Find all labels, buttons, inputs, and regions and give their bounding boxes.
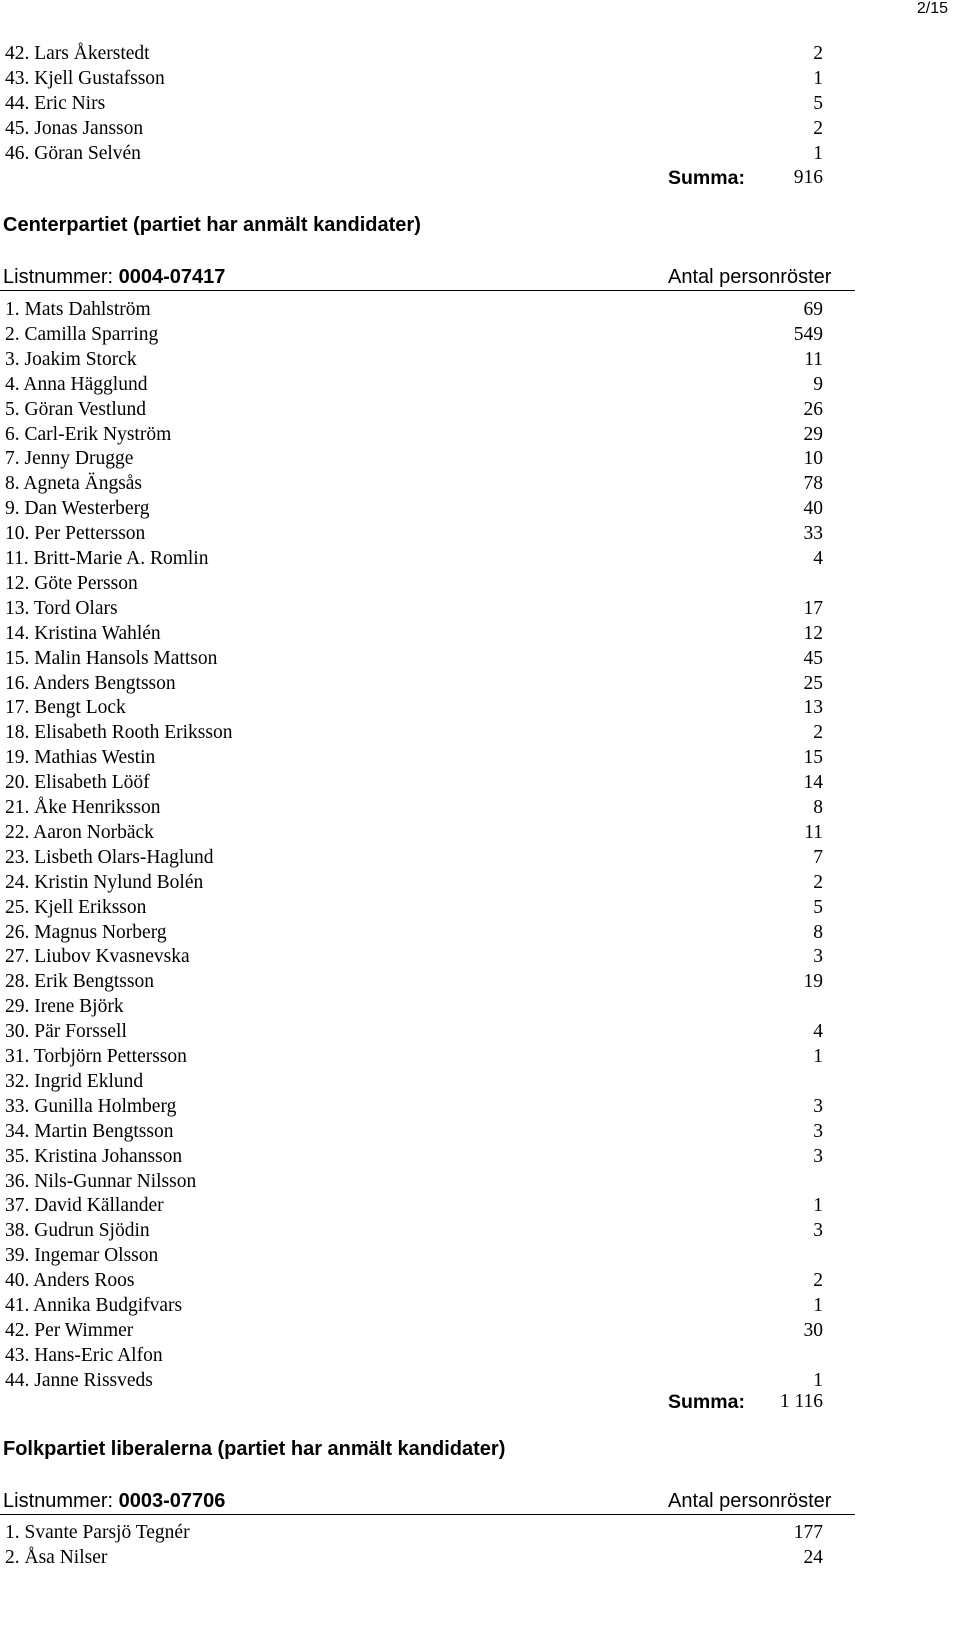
list-item — [0, 1218, 960, 1244]
candidate-name: 24. Kristin Nylund Bolén — [5, 871, 204, 893]
candidate-votes: 14 — [803, 772, 823, 794]
column-header-votes: Antal personröster — [668, 1490, 832, 1512]
list-item — [0, 1545, 960, 1571]
candidate-votes: 45 — [803, 647, 823, 669]
candidate-name: 1. Mats Dahlström — [5, 299, 151, 320]
candidate-name: 40. Anders Roos — [5, 1270, 135, 1292]
candidate-name: 15. Malin Hansols Mattson — [5, 647, 218, 669]
candidate-votes: 2 — [813, 722, 823, 744]
candidate-name: 33. Gunilla Holmberg — [5, 1095, 177, 1117]
list-item — [0, 1318, 960, 1344]
party-heading-folkpartiet: Folkpartiet liberalerna (partiet har anmält kandidater) — [3, 1438, 506, 1460]
list-item — [0, 446, 960, 472]
list-item — [0, 994, 960, 1020]
candidate-name: 25. Kjell Eriksson — [5, 896, 147, 918]
list-item — [0, 1119, 960, 1145]
candidate-votes: 3 — [813, 1120, 823, 1142]
candidate-name: 8. Agneta Ängsås — [5, 473, 143, 495]
list-item — [0, 347, 960, 373]
candidate-votes: 69 — [803, 299, 823, 320]
list-item — [0, 141, 960, 167]
candidate-votes: 11 — [804, 348, 823, 370]
candidate-votes: 8 — [813, 797, 823, 818]
candidate-votes: 26 — [803, 398, 823, 420]
list-item — [0, 372, 960, 398]
candidate-votes: 12 — [803, 622, 823, 644]
candidate-name: 6. Carl-Erik Nyström — [5, 423, 172, 445]
candidate-votes: 3 — [813, 1095, 823, 1117]
list-item — [0, 1069, 960, 1095]
list-item — [0, 920, 960, 946]
candidate-votes: 29 — [803, 423, 823, 445]
candidate-name: 12. Göte Persson — [5, 572, 138, 594]
list-item — [0, 820, 960, 846]
list-item — [0, 1293, 960, 1319]
candidate-name: 46. Göran Selvén — [5, 142, 141, 164]
candidate-name: 10. Per Pettersson — [5, 523, 146, 545]
list-item — [0, 770, 960, 796]
candidate-votes: 2 — [813, 117, 823, 139]
list-item — [0, 1243, 960, 1269]
list-item — [0, 621, 960, 647]
candidate-votes: 549 — [793, 323, 823, 345]
candidate-votes: 10 — [803, 448, 823, 470]
candidate-votes: 1 — [813, 1295, 823, 1316]
candidate-name: 2. Camilla Sparring — [5, 323, 159, 345]
candidate-votes: 2 — [813, 871, 823, 893]
candidate-name: 16. Anders Bengtsson — [5, 672, 176, 694]
candidate-name: 5. Göran Vestlund — [5, 398, 147, 420]
candidate-name: 4. Anna Hägglund — [5, 373, 148, 395]
candidate-name: 1. Svante Parsjö Tegnér — [5, 1522, 190, 1543]
list-item — [0, 1520, 960, 1546]
list-item — [0, 1268, 960, 1294]
list-item — [0, 571, 960, 597]
candidate-name: 7. Jenny Drugge — [5, 448, 134, 470]
candidate-name: 34. Martin Bengtsson — [5, 1120, 174, 1142]
candidate-votes: 2 — [813, 1270, 823, 1292]
candidate-votes: 4 — [813, 548, 823, 569]
candidate-name: 39. Ingemar Olsson — [5, 1245, 159, 1267]
list-item — [0, 1144, 960, 1170]
candidate-name: 32. Ingrid Eklund — [5, 1070, 144, 1092]
list-item — [0, 1019, 960, 1045]
list-item — [0, 322, 960, 348]
list-item — [0, 1193, 960, 1219]
candidate-votes: 3 — [813, 946, 823, 968]
list-number-label: Listnummer: 0003-07706 — [3, 1490, 226, 1512]
candidate-name: 20. Elisabeth Lööf — [5, 772, 150, 794]
summa-label: Summa: — [668, 1391, 745, 1413]
candidate-votes: 33 — [803, 523, 823, 545]
candidate-name: 42. Lars Åkerstedt — [5, 43, 150, 64]
candidate-name: 14. Kristina Wahlén — [5, 622, 161, 644]
candidate-name: 30. Pär Forssell — [5, 1021, 127, 1043]
summa-value: 916 — [793, 167, 823, 188]
list-item — [0, 397, 960, 423]
list-item — [0, 895, 960, 921]
candidate-name: 26. Magnus Norberg — [5, 921, 167, 943]
candidate-votes: 1 — [813, 142, 823, 164]
list-item — [0, 646, 960, 672]
summa-value: 1 116 — [779, 1391, 823, 1412]
list-item — [0, 969, 960, 995]
list-item — [0, 944, 960, 970]
list-item — [0, 521, 960, 547]
candidate-votes: 177 — [793, 1522, 823, 1543]
list-number: 0004-07417 — [118, 266, 226, 288]
list-item — [0, 745, 960, 771]
candidate-votes: 7 — [813, 846, 823, 868]
list-item — [0, 720, 960, 746]
candidate-votes: 9 — [813, 373, 823, 395]
candidate-votes: 5 — [813, 92, 823, 114]
candidate-votes: 1 — [813, 1195, 823, 1217]
list-item — [0, 471, 960, 497]
list-header-folkpartiet — [0, 1488, 855, 1515]
block1-summa — [0, 165, 960, 191]
column-header-votes: Antal personröster — [668, 266, 832, 288]
candidate-name: 41. Annika Budgifvars — [5, 1295, 183, 1316]
candidate-votes: 2 — [813, 43, 823, 64]
candidate-votes: 1 — [813, 67, 823, 89]
list-item — [0, 795, 960, 821]
candidate-name: 19. Mathias Westin — [5, 747, 156, 769]
candidate-name: 36. Nils-Gunnar Nilsson — [5, 1170, 197, 1192]
list-item — [0, 297, 960, 323]
list-item — [0, 116, 960, 142]
page-number: 2/15 — [916, 0, 948, 17]
candidate-name: 2. Åsa Nilser — [5, 1546, 108, 1568]
party-heading-centerpartiet: Centerpartiet (partiet har anmält kandidater) — [3, 214, 421, 236]
list-item — [0, 671, 960, 697]
candidate-name: 3. Joakim Storck — [5, 348, 137, 370]
candidate-name: 13. Tord Olars — [5, 597, 118, 619]
list-item — [0, 1044, 960, 1070]
list-header-centerpartiet — [0, 264, 855, 291]
candidate-votes: 3 — [813, 1220, 823, 1242]
candidate-votes: 40 — [803, 498, 823, 520]
list-item — [0, 695, 960, 721]
candidate-name: 11. Britt-Marie A. Romlin — [5, 548, 209, 569]
candidate-name: 42. Per Wimmer — [5, 1319, 134, 1341]
candidate-votes: 1 — [813, 1369, 823, 1391]
list-item — [0, 1094, 960, 1120]
candidate-name: 38. Gudrun Sjödin — [5, 1220, 150, 1242]
list-item — [0, 1343, 960, 1369]
candidate-name: 45. Jonas Jansson — [5, 117, 144, 139]
list-item — [0, 422, 960, 448]
candidate-name: 21. Åke Henriksson — [5, 797, 161, 818]
candidate-name: 22. Aaron Norbäck — [5, 821, 154, 843]
list-item — [0, 66, 960, 92]
candidate-name: 44. Janne Rissveds — [5, 1369, 153, 1391]
list-item — [0, 41, 960, 67]
candidate-name: 17. Bengt Lock — [5, 697, 126, 719]
summa-label: Summa: — [668, 167, 745, 189]
candidate-votes: 5 — [813, 896, 823, 918]
candidate-name: 31. Torbjörn Pettersson — [5, 1046, 187, 1067]
candidate-name: 43. Kjell Gustafsson — [5, 67, 165, 89]
candidate-name: 37. David Källander — [5, 1195, 164, 1217]
list-item — [0, 496, 960, 522]
list-item — [0, 1169, 960, 1195]
candidate-votes: 24 — [803, 1546, 823, 1568]
candidate-name: 28. Erik Bengtsson — [5, 971, 154, 993]
list-number-label: Listnummer: 0004-07417 — [3, 266, 226, 288]
candidate-votes: 25 — [803, 672, 823, 694]
candidate-name: 35. Kristina Johansson — [5, 1145, 183, 1167]
candidate-votes: 13 — [803, 697, 823, 719]
list-number: 0003-07706 — [118, 1490, 226, 1512]
list-item — [0, 546, 960, 572]
list-item — [0, 596, 960, 622]
candidate-votes: 8 — [813, 921, 823, 943]
candidate-votes: 17 — [803, 597, 823, 619]
centerpartiet-summa — [0, 1389, 960, 1415]
candidate-votes: 3 — [813, 1145, 823, 1167]
list-item — [0, 91, 960, 117]
candidate-name: 18. Elisabeth Rooth Eriksson — [5, 722, 233, 744]
candidate-name: 27. Liubov Kvasnevska — [5, 946, 190, 968]
candidate-votes: 30 — [803, 1319, 823, 1341]
candidate-name: 43. Hans-Eric Alfon — [5, 1344, 163, 1366]
list-item — [0, 870, 960, 896]
candidate-name: 29. Irene Björk — [5, 996, 124, 1018]
candidate-votes: 19 — [803, 971, 823, 993]
candidate-votes: 1 — [813, 1046, 823, 1067]
list-item — [0, 845, 960, 871]
candidate-name: 44. Eric Nirs — [5, 92, 106, 114]
candidate-name: 23. Lisbeth Olars-Haglund — [5, 846, 214, 868]
candidate-votes: 15 — [803, 747, 823, 769]
candidate-votes: 11 — [804, 821, 823, 843]
candidate-votes: 4 — [813, 1021, 823, 1043]
candidate-votes: 78 — [803, 473, 823, 495]
candidate-name: 9. Dan Westerberg — [5, 498, 150, 520]
